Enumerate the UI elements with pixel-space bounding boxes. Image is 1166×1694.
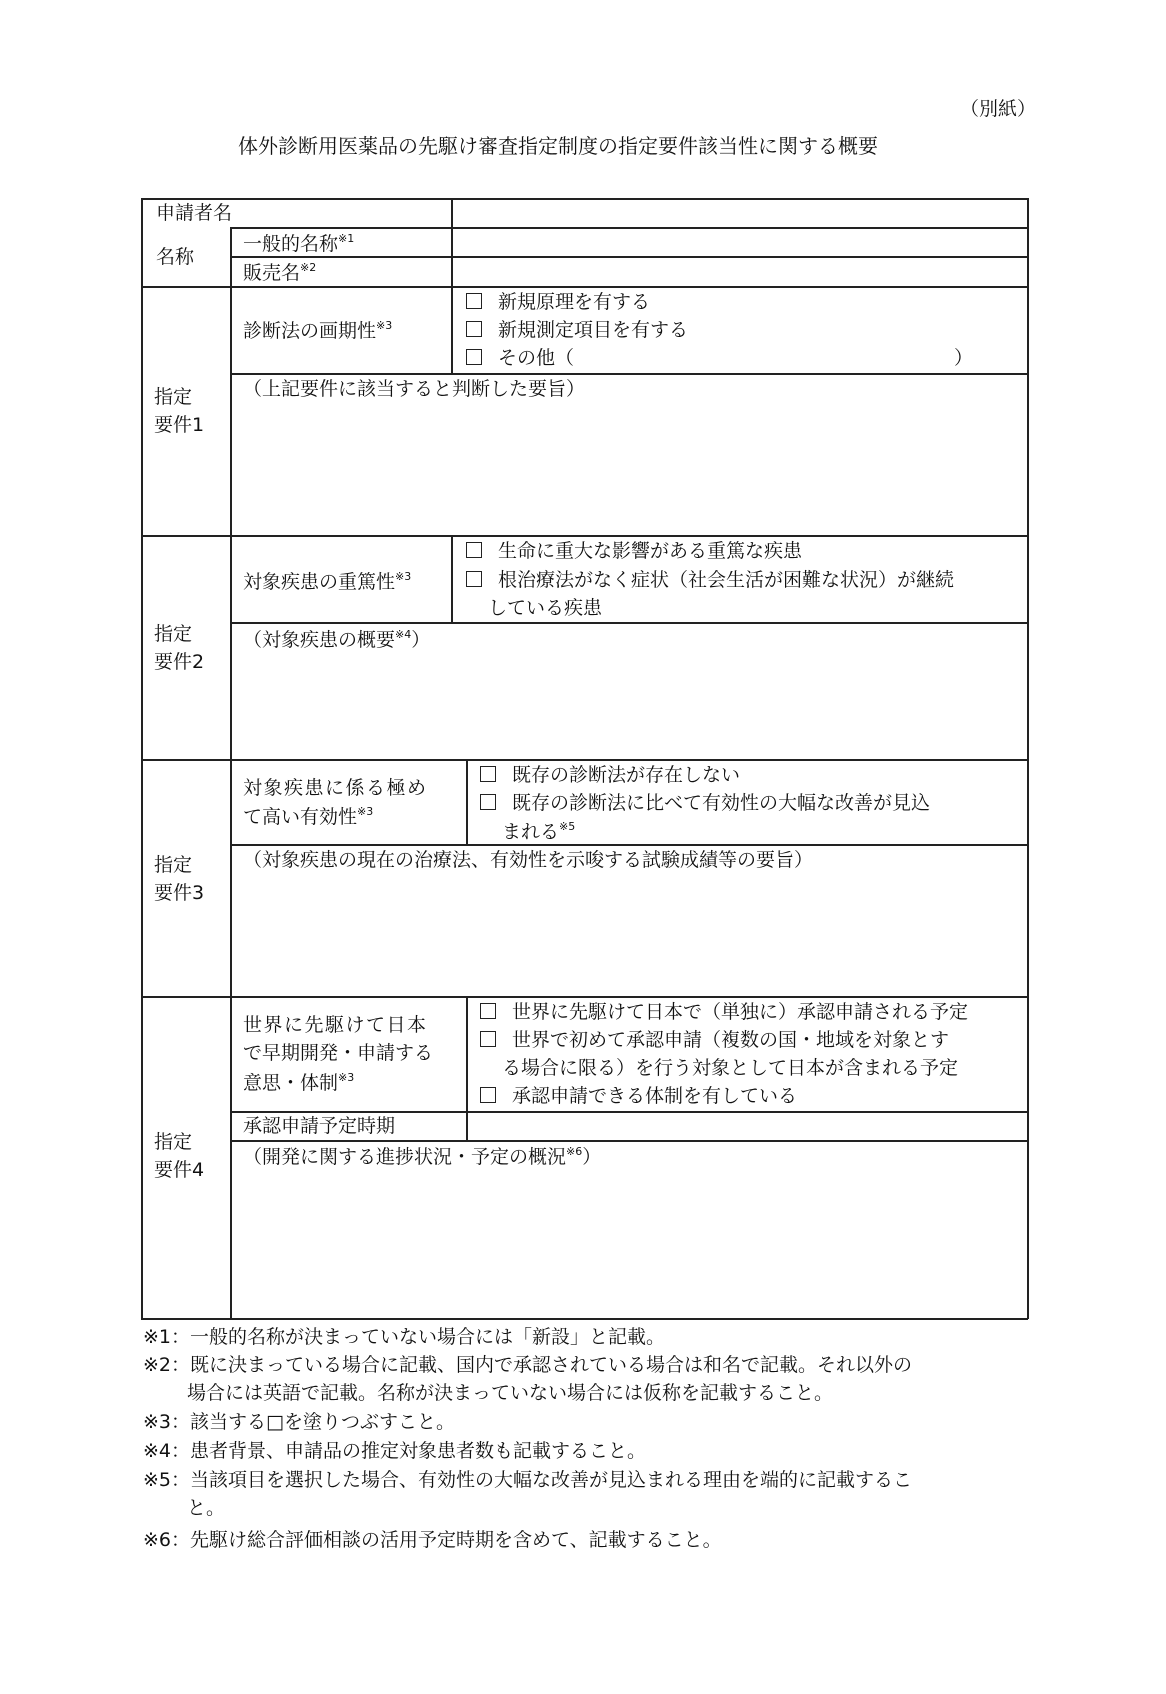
generic-name-label: 一般的名称$^{※1}$ <box>243 232 355 255</box>
footnote-5-cont: と。 <box>187 1497 226 1519</box>
sales-name-field[interactable] <box>453 258 1025 285</box>
req1-label-line2: 要件1 <box>154 414 205 436</box>
req4-label-line2: 要件4 <box>154 1159 205 1181</box>
name-label: 名称 <box>156 246 195 268</box>
footnote-6: ※6：先駆け総合評価相談の活用予定時期を含めて、記載すること。 <box>143 1529 722 1551</box>
footnote-2-cont: 場合には英語で記載。名称が決まっていない場合には仮称を記載すること。 <box>187 1382 834 1404</box>
req4-schedule-label: 承認申請予定時期 <box>243 1115 396 1137</box>
req3-label-line1: 指定 <box>154 854 193 876</box>
req4-schedule-field[interactable] <box>468 1113 1025 1139</box>
applicant-label: 申請者名 <box>156 202 233 224</box>
req3-criterion-line2: て高い有効性$^{※3}$ <box>243 805 374 828</box>
generic-name-field[interactable] <box>453 229 1025 255</box>
footnote-2: ※2：既に決まっている場合に記載、国内で承認されている場合は和名で記載。それ以外の <box>143 1354 913 1376</box>
page-title: 体外診断用医薬品の先駆け審査指定制度の指定要件該当性に関する概要 <box>238 134 878 158</box>
req2-label-line2: 要件2 <box>154 651 205 673</box>
req1-criterion: 診断法の画期性$^{※3}$ <box>243 319 393 342</box>
req4-criterion-line3: 意思・体制$^{※3}$ <box>243 1071 355 1094</box>
req4-option-world-first-cont: る場合に限る）を行う対象として日本が含まれる予定 <box>502 1057 959 1079</box>
req3-summary-field[interactable] <box>233 876 1025 994</box>
req2-option-no-cure[interactable]: 根治療法がなく症状（社会生活が困難な状況）が継続 <box>466 571 954 590</box>
checkbox-icon[interactable] <box>466 321 482 337</box>
req1-reason-label: （上記要件に該当すると判断した要旨） <box>243 378 586 400</box>
req1-option-new-principle[interactable]: 新規原理を有する <box>466 293 650 312</box>
req3-option-improvement[interactable]: 既存の診断法に比べて有効性の大幅な改善が見込 <box>480 794 930 813</box>
req4-label-line1: 指定 <box>154 1131 193 1153</box>
footnote-1: ※1：一般的名称が決まっていない場合には「新設」と記載。 <box>143 1326 666 1348</box>
checkbox-icon[interactable] <box>480 1003 496 1019</box>
req2-label-line1: 指定 <box>154 623 193 645</box>
req4-progress-field[interactable] <box>233 1171 1025 1316</box>
req4-criterion-line2: で早期開発・申請する <box>243 1042 434 1064</box>
checkbox-icon[interactable] <box>466 349 482 365</box>
req4-criterion-line1: 世界に先駆けて日本 <box>243 1014 428 1036</box>
checkbox-icon[interactable] <box>480 1087 496 1103</box>
req3-criterion-line1: 対象疾患に係る極め <box>243 777 428 799</box>
checkbox-icon[interactable] <box>480 766 496 782</box>
req3-option-improvement-cont: まれる$^{※5}$ <box>502 820 576 843</box>
req2-summary-field[interactable] <box>233 654 1025 757</box>
req2-option-no-cure-cont: している疾患 <box>488 597 603 619</box>
req4-option-first-japan[interactable]: 世界に先駆けて日本で（単独に）承認申請される予定 <box>480 1003 968 1022</box>
checkbox-icon[interactable] <box>480 1031 496 1047</box>
applicant-field[interactable] <box>453 200 1025 226</box>
checkbox-icon[interactable] <box>466 542 482 558</box>
annex-label: （別紙） <box>960 98 1037 120</box>
req1-reason-field[interactable] <box>233 404 1025 533</box>
req4-progress-label: （開発に関する進捗状況・予定の概況$^{※6}$） <box>243 1145 602 1168</box>
req3-summary-label: （対象疾患の現在の治療法、有効性を示唆する試験成績等の要旨） <box>243 849 814 871</box>
req2-summary-label: （対象疾患の概要$^{※4}$） <box>243 628 431 651</box>
req3-label-line2: 要件3 <box>154 882 205 904</box>
req1-option-other[interactable]: その他（ <box>466 349 574 368</box>
req4-option-world-first[interactable]: 世界で初めて承認申請（複数の国・地域を対象とす <box>480 1031 949 1050</box>
req1-label-line1: 指定 <box>154 386 193 408</box>
checkbox-icon[interactable] <box>480 794 496 810</box>
req1-other-close: ） <box>954 347 974 369</box>
checkbox-icon[interactable] <box>466 293 482 309</box>
sales-name-label: 販売名$^{※2}$ <box>243 261 317 284</box>
req2-option-serious[interactable]: 生命に重大な影響がある重篤な疾患 <box>466 542 802 561</box>
req2-criterion: 対象疾患の重篤性$^{※3}$ <box>243 570 412 593</box>
footnote-4: ※4：患者背景、申請品の推定対象患者数も記載すること。 <box>143 1440 647 1462</box>
checkbox-icon[interactable] <box>466 571 482 587</box>
req3-option-no-existing[interactable]: 既存の診断法が存在しない <box>480 766 740 785</box>
footnote-3: ※3：該当する□を塗りつぶすこと。 <box>143 1411 455 1433</box>
req4-option-system[interactable]: 承認申請できる体制を有している <box>480 1087 797 1106</box>
req1-option-new-item[interactable]: 新規測定項目を有する <box>466 321 688 340</box>
footnote-5: ※5：当該項目を選択した場合、有効性の大幅な改善が見込まれる理由を端的に記載するこ <box>143 1469 913 1491</box>
